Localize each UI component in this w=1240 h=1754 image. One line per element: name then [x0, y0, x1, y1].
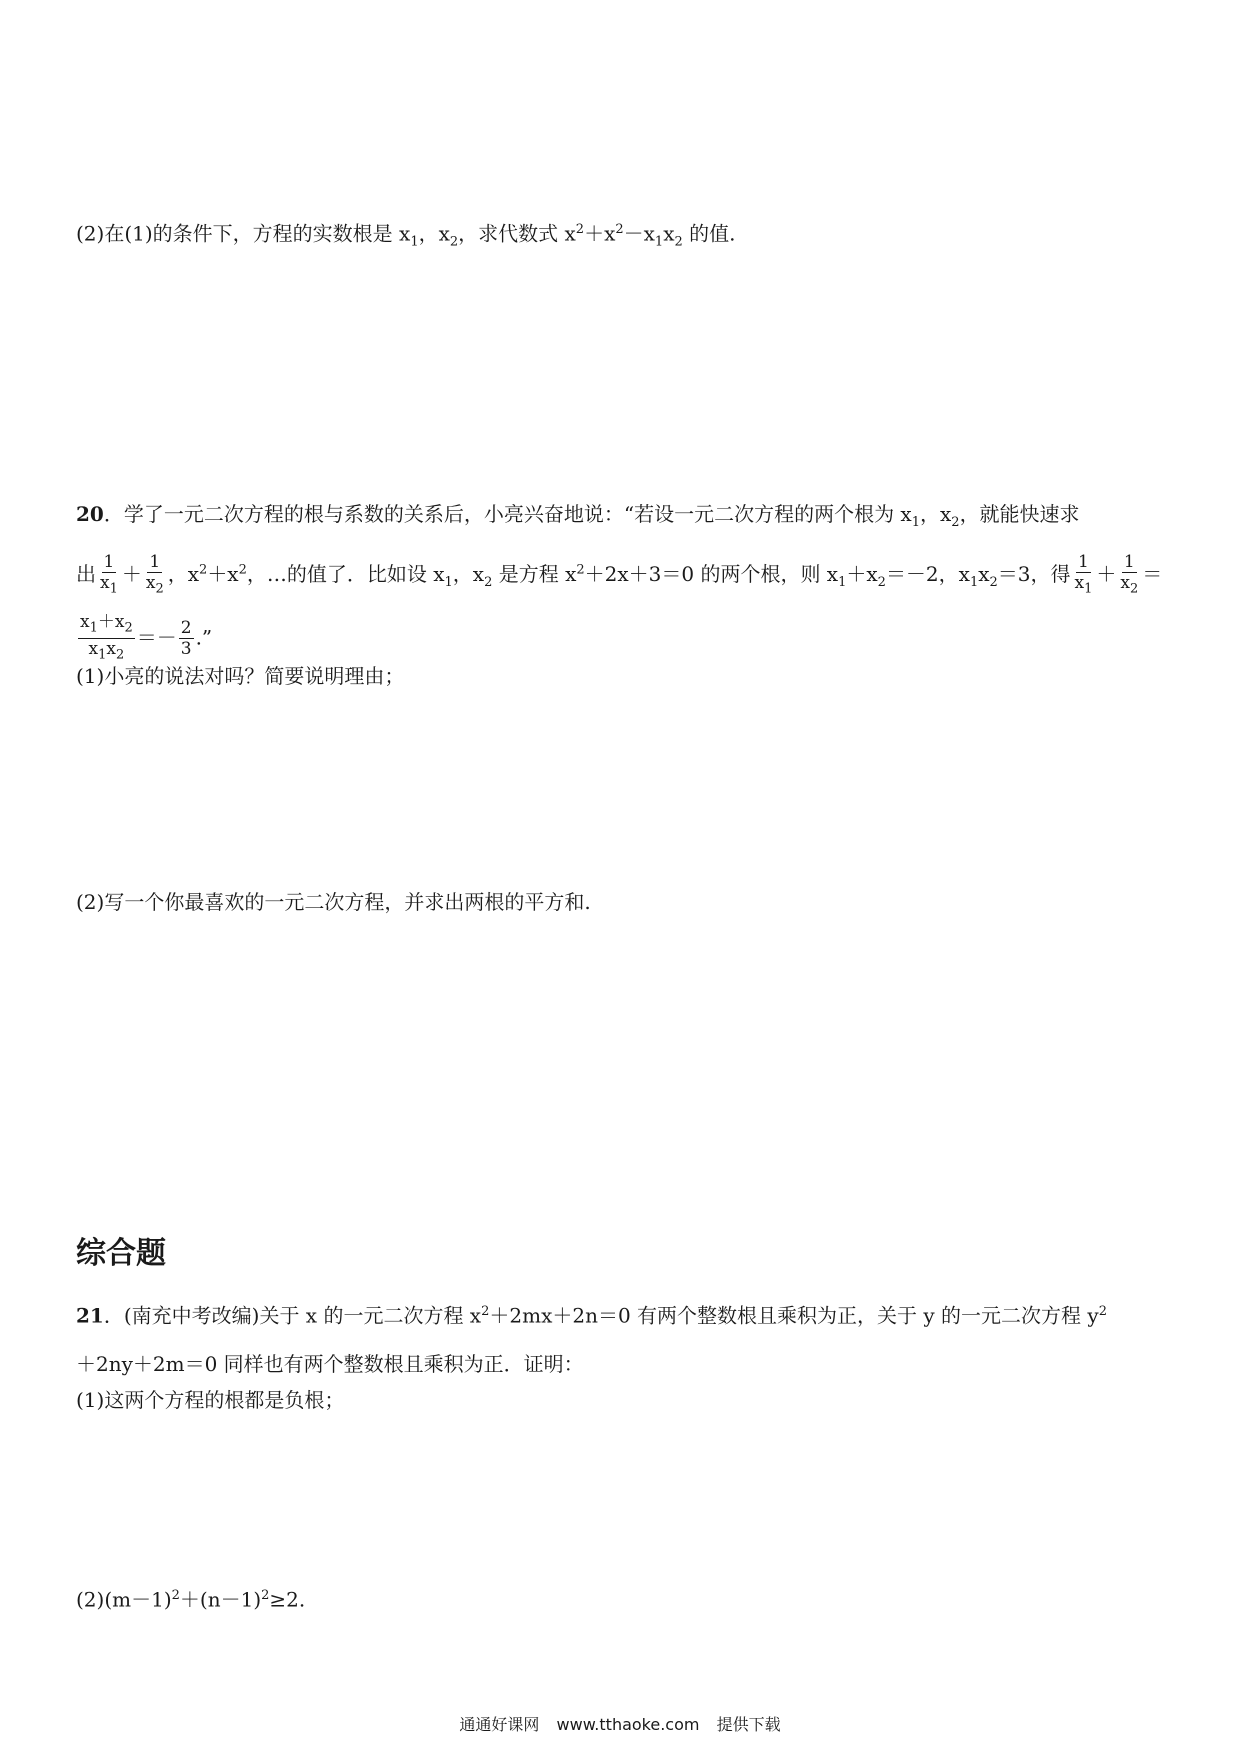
q21-line2: ＋2ny＋2m＝0 同样也有两个整数根且乘积为正．证明：: [76, 1352, 584, 1376]
q20-part1: (1)小亮的说法对吗？简要说明理由；: [76, 664, 405, 688]
fraction-1-over-x2: $\frac{1}{x_2}$: [145, 552, 164, 597]
page-footer: [0, 1712, 1240, 1735]
fraction-sum-over-product: $\frac{x_1+x_2}{x_1x_2}$: [80, 612, 133, 663]
footer-url[interactable]: www.tthaoke.com: [556, 1715, 700, 1734]
footer-site-name: 通通好课网: [459, 1715, 540, 1734]
q21-intro: 21．(南充中考改编)关于 x 的一元二次方程 $x^2+2mx+2n=0$ 有两个整数根且乘积为正，关于 y 的一元二次方程 $y^2$: [76, 1303, 1107, 1328]
question-number: 20: [76, 502, 104, 526]
q19-part2: (2)在(1)的条件下，方程的实数根是 $x_1$，$x_2$，求代数式 $x^2+x^2-x_1x_2$ 的值.: [76, 221, 736, 250]
q20-part2: (2)写一个你最喜欢的一元二次方程，并求出两根的平方和.: [76, 890, 591, 914]
footer-note: 提供下载: [716, 1715, 781, 1734]
fraction-2-over-3: $\frac{2}{3}$: [180, 618, 192, 660]
q20-line2: 出 $\frac{1}{x_1}$ ＋ $\frac{1}{x_2}$ ，$x^2+x^2$，…的值了．比如设 $x_1$，$x_2$ 是方程 $x^2+2x+3=0$ 的两个根，则 $x_1+x_2=-2$，$x_1x_2=3$，得 $\frac{1}{x_1}$ ＋ $\frac{1}{x_2}$ ＝: [76, 552, 1162, 599]
q20-line3: $\frac{x_1+x_2}{x_1x_2}$ ＝－ $\frac{2}{3}$ .”: [76, 612, 212, 666]
fraction-1-over-x2-b: $\frac{1}{x_2}$: [1120, 552, 1139, 597]
q21-part1: (1)这两个方程的根都是负根；: [76, 1388, 345, 1412]
question-number: 21: [76, 1303, 104, 1328]
q21-part2: $(2)(m-1)^2+(n-1)^2\ge 2$.: [76, 1587, 306, 1612]
fraction-1-over-x1-b: $\frac{1}{x_1}$: [1074, 552, 1093, 597]
part-label: (2): [76, 221, 105, 246]
section-heading: 综合题: [76, 1236, 166, 1271]
q20-intro: 20．学了一元二次方程的根与系数的关系后，小亮兴奋地说：“若设一元二次方程的两个根为 $x_1$，$x_2$，就能快速求: [76, 502, 1080, 530]
fraction-1-over-x1: $\frac{1}{x_1}$: [100, 552, 118, 597]
question-source: ．(南充中考改编): [103, 1303, 260, 1328]
